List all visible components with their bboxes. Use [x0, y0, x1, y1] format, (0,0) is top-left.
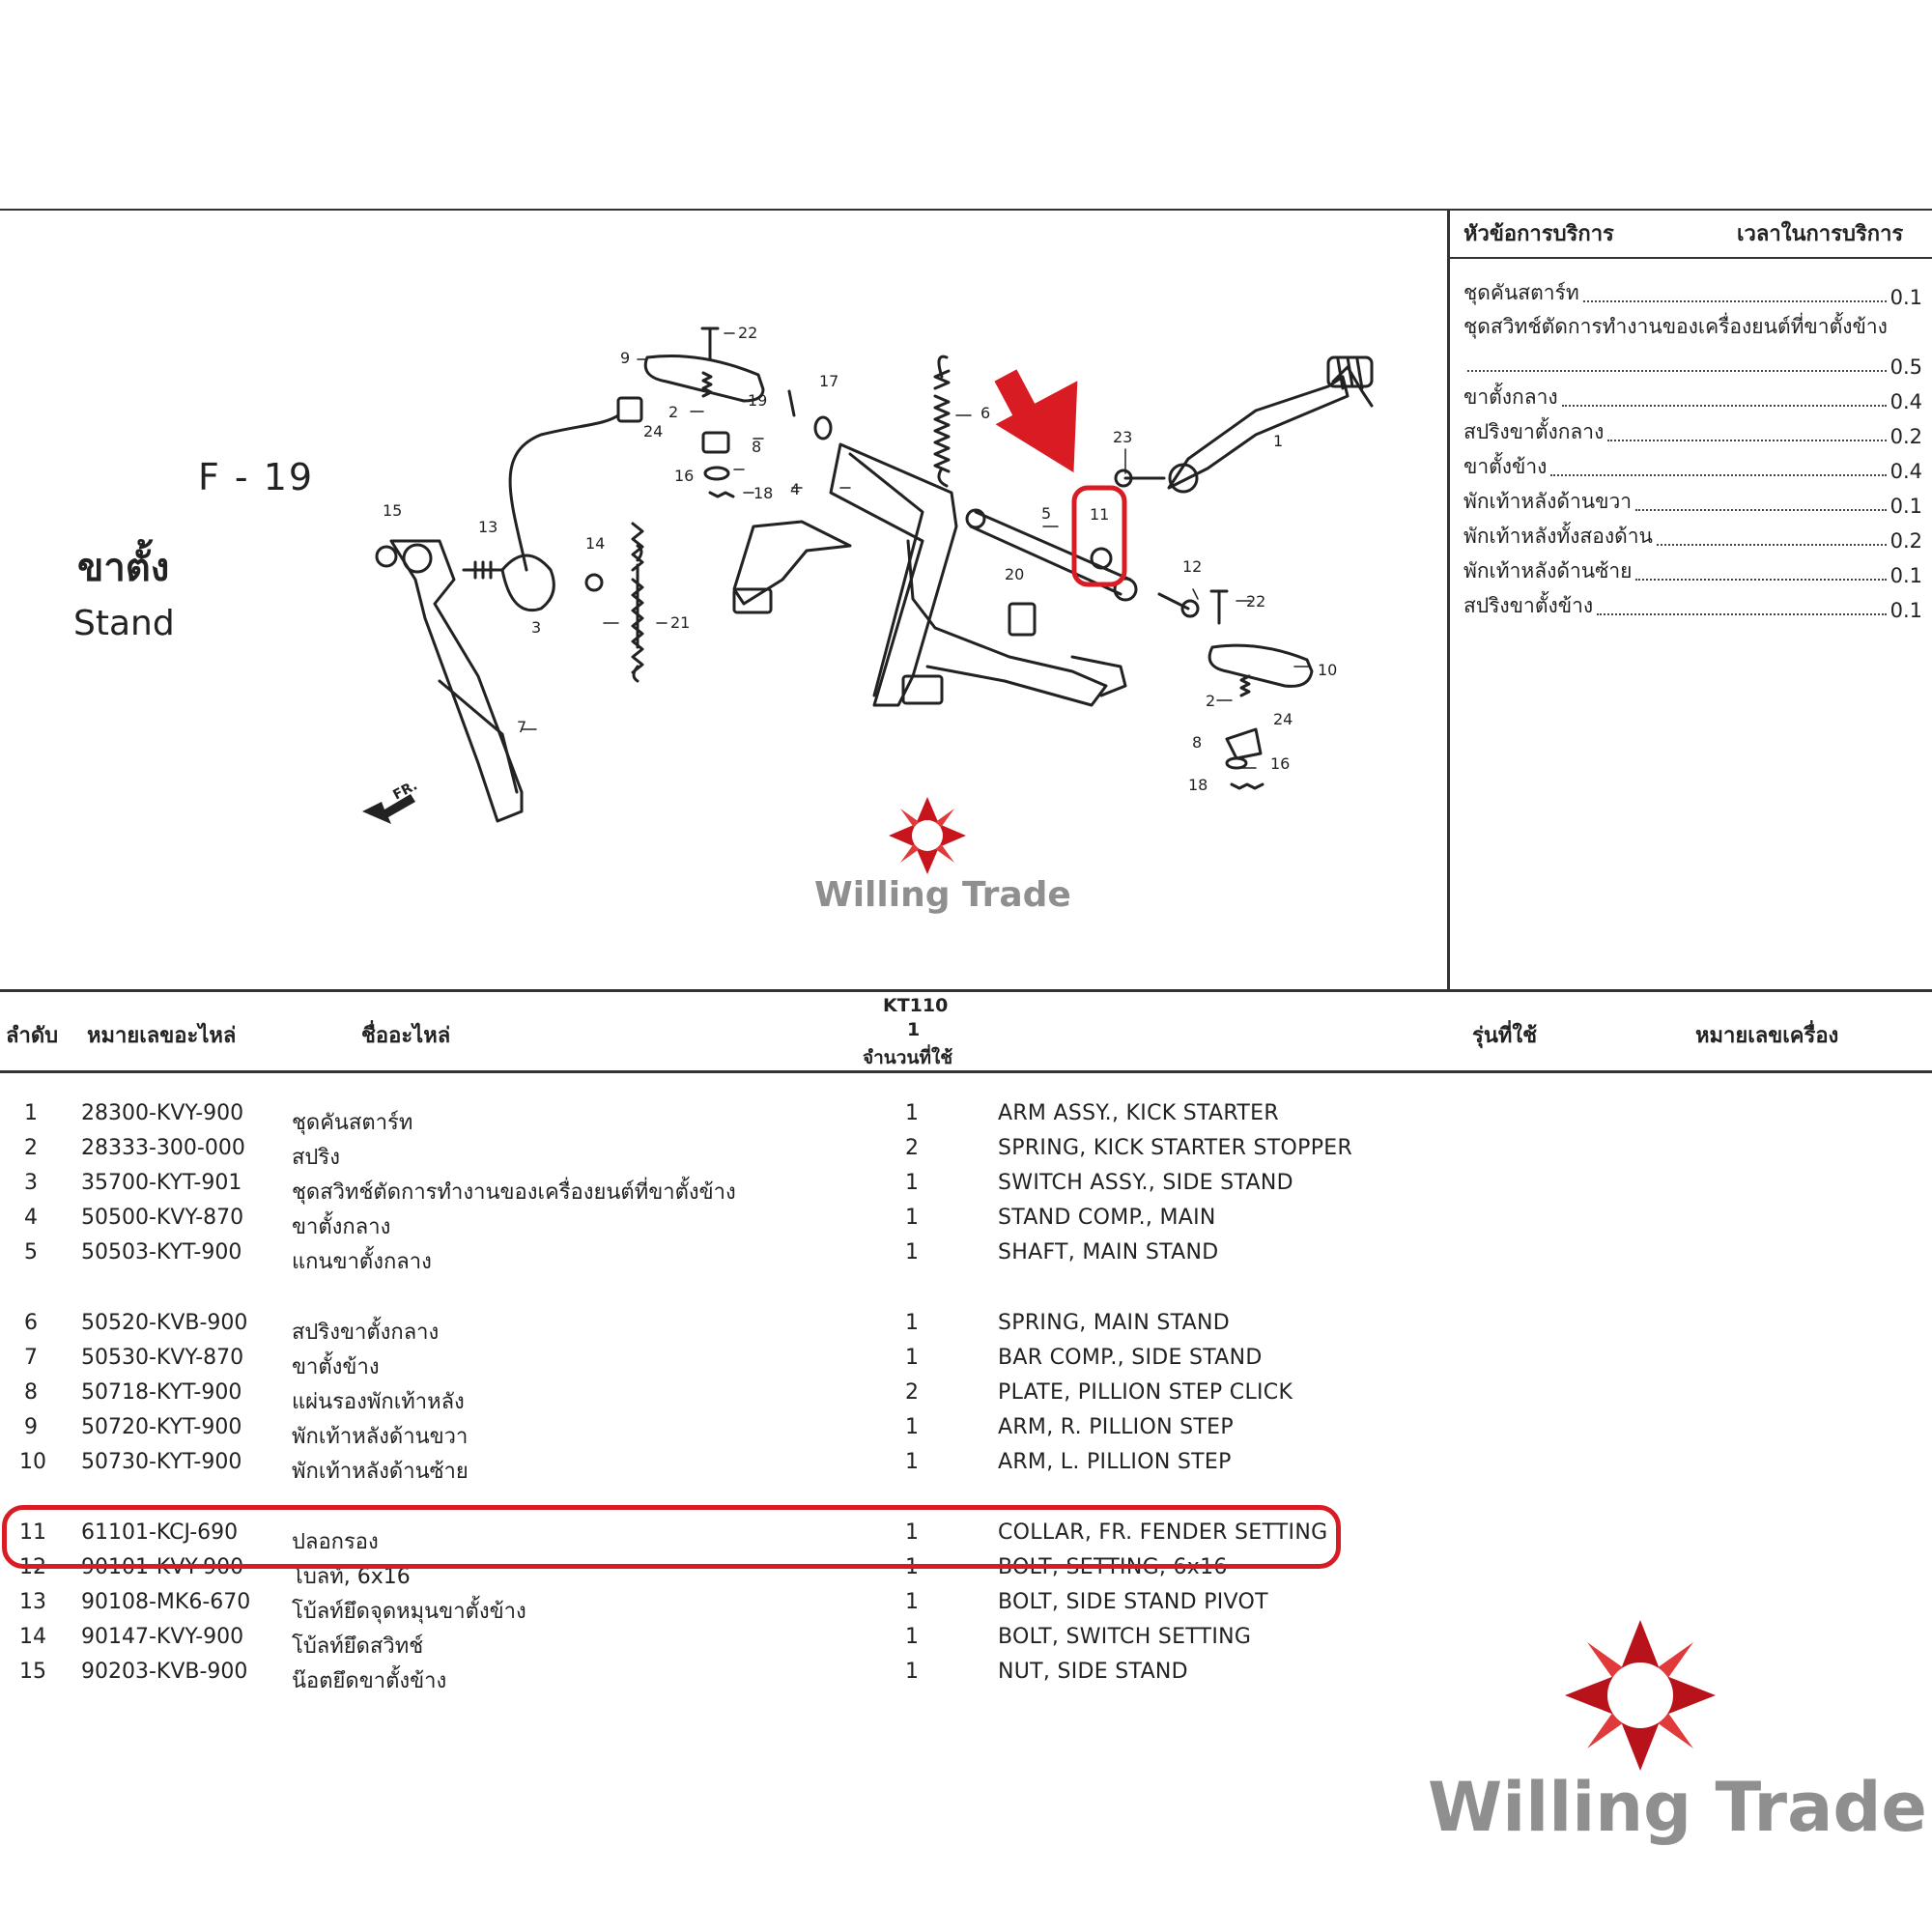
row-no: 2	[24, 1136, 38, 1160]
collar-part	[1092, 549, 1111, 568]
row-qty: 2	[905, 1136, 919, 1160]
row-no: 13	[19, 1590, 46, 1614]
figure-title-english: Stand	[73, 604, 175, 643]
service-time-header: เวลาในการบริการ	[1737, 222, 1904, 246]
row-qty: 1	[905, 1206, 919, 1230]
side-stand-pivot	[404, 545, 431, 572]
row-part-name: ชุดคันสตาร์ท	[292, 1111, 413, 1135]
service-row	[1463, 344, 1922, 379]
table-top-rule	[0, 989, 1932, 992]
callout-22: 22	[738, 324, 758, 342]
row-qty: 1	[905, 1450, 919, 1474]
row-part-no: 90203-KVB-900	[81, 1660, 248, 1684]
callout-12: 12	[1182, 557, 1203, 576]
row-part-name: พักเท้าหลังด้านขวา	[292, 1425, 469, 1449]
service-row-label: ชุดสวิทช์ตัดการทำงานของเครื่องยนต์ที่ขาตั้งข้าง	[1463, 315, 1888, 338]
table-row	[0, 1586, 1932, 1624]
row-part-no: 50718-KYT-900	[81, 1380, 242, 1405]
service-row	[1463, 553, 1922, 587]
row-qty: 1	[905, 1660, 919, 1684]
row-no: 11	[19, 1520, 46, 1545]
service-row	[1463, 518, 1922, 553]
row-qty: 1	[905, 1240, 919, 1264]
row-no: 12	[19, 1555, 46, 1579]
row-part-name: โบลท์, 6x16	[292, 1565, 411, 1589]
front-direction-label: FR.	[390, 778, 420, 804]
main-stand-part	[831, 444, 956, 705]
row-description: SHAFT, MAIN STAND	[998, 1240, 1219, 1264]
watermark-logo-small	[889, 797, 966, 874]
row-no: 3	[24, 1171, 38, 1195]
callout-10: 10	[1318, 661, 1338, 679]
row-part-name: แกนขาตั้งกลาง	[292, 1250, 432, 1274]
service-row-time: 0.4	[1889, 460, 1922, 483]
row-part-no: 61101-KCJ-690	[81, 1520, 239, 1545]
callout-24-lower: 24	[1273, 710, 1293, 728]
row-qty: 1	[905, 1311, 919, 1335]
row-part-name: โบ้ลท์ยึดสวิทช์	[292, 1634, 424, 1659]
watermark-logo-large	[1563, 1618, 1718, 1773]
service-row	[1463, 274, 1922, 309]
table-row	[0, 1202, 1932, 1239]
row-part-name: ชุดสวิทช์ตัดการทำงานของเครื่องยนต์ที่ขาตั้งข้าง	[292, 1180, 736, 1205]
service-box-divider	[1447, 209, 1450, 991]
service-row-label: ชุดคันสตาร์ท	[1463, 281, 1579, 304]
callout-9: 9	[620, 349, 631, 367]
callout-24: 24	[643, 422, 664, 440]
callout-18: 18	[753, 484, 774, 502]
row-part-no: 50720-KYT-900	[81, 1415, 242, 1439]
row-qty: 2	[905, 1380, 919, 1405]
row-description: NUT, SIDE STAND	[998, 1660, 1188, 1684]
header-part-no: หมายเลขอะไหล่	[87, 1024, 237, 1048]
callout-17: 17	[819, 372, 839, 390]
watermark-text-small: Willing Trade	[814, 875, 1071, 915]
row-no: 15	[19, 1660, 46, 1684]
service-row-time: 0.2	[1889, 529, 1922, 553]
row-qty: 1	[905, 1415, 919, 1439]
row-no: 4	[24, 1206, 38, 1230]
row-part-name: ขาตั้งกลาง	[292, 1215, 391, 1239]
service-row-time: 0.1	[1889, 495, 1922, 518]
row-part-no: 50503-KYT-900	[81, 1240, 242, 1264]
row-part-name: ขาตั้งข้าง	[292, 1355, 380, 1379]
highlight-box-part-11	[1074, 488, 1124, 584]
callout-22-lower: 22	[1246, 592, 1266, 611]
callout-16: 16	[674, 467, 695, 485]
row-description: BOLT, SIDE STAND PIVOT	[998, 1590, 1268, 1614]
row-no: 9	[24, 1415, 38, 1439]
callout-8-lower: 8	[1192, 733, 1203, 752]
table-row	[0, 1307, 1932, 1345]
row-part-name: ปลอกรอง	[292, 1530, 379, 1554]
row-no: 10	[19, 1450, 46, 1474]
service-row	[1463, 379, 1922, 413]
row-part-no: 90101-KVY-900	[81, 1555, 244, 1579]
row-description: BAR COMP., SIDE STAND	[998, 1346, 1263, 1370]
header-engine-no: หมายเลขเครื่อง	[1695, 1024, 1839, 1048]
row-no: 7	[24, 1346, 38, 1370]
table-row	[0, 1097, 1932, 1135]
service-row-label: พักเท้าหลังทั้งสองด้าน	[1463, 525, 1653, 548]
service-row-label: ขาตั้งกลาง	[1463, 385, 1558, 409]
table-row	[0, 1446, 1932, 1484]
row-no: 1	[24, 1101, 38, 1125]
row-no: 5	[24, 1240, 38, 1264]
table-row	[0, 1236, 1932, 1274]
row-description: ARM, R. PILLION STEP	[998, 1415, 1234, 1439]
row-description: SPRING, MAIN STAND	[998, 1311, 1231, 1335]
row-part-no: 90147-KVY-900	[81, 1625, 244, 1649]
header-applicable-model: รุ่นที่ใช้	[1472, 1024, 1538, 1048]
row-part-name: พักเท้าหลังด้านซ้าย	[292, 1460, 469, 1484]
row-qty: 1	[905, 1346, 919, 1370]
top-rule	[0, 209, 1932, 211]
table-header-rule	[0, 1070, 1932, 1073]
table-row	[0, 1377, 1932, 1414]
highlight-arrow	[978, 347, 1115, 495]
callout-4: 4	[790, 480, 801, 498]
callout-13: 13	[478, 518, 498, 536]
callout-16-lower: 16	[1270, 754, 1291, 773]
side-stand-switch-part	[502, 555, 554, 611]
row-part-name: สปริง	[292, 1146, 340, 1170]
row-no: 8	[24, 1380, 38, 1405]
callout-18-lower: 18	[1188, 776, 1208, 794]
service-row-time: 0.2	[1889, 425, 1922, 448]
service-row	[1463, 413, 1922, 448]
row-description: BOLT, SWITCH SETTING	[998, 1625, 1252, 1649]
callout-2: 2	[668, 403, 679, 421]
row-qty: 1	[905, 1101, 919, 1125]
service-row-label: สปริงขาตั้งข้าง	[1463, 594, 1594, 617]
row-part-no: 90108-MK6-670	[81, 1590, 251, 1614]
service-header-rule	[1449, 257, 1932, 259]
main-stand-shaft-part	[971, 512, 1130, 594]
service-row	[1463, 483, 1922, 518]
front-direction-arrow	[362, 794, 415, 824]
service-row-time: 0.1	[1889, 286, 1922, 309]
callout-2-lower: 2	[1206, 692, 1216, 710]
service-row	[1463, 448, 1922, 483]
row-qty: 1	[905, 1590, 919, 1614]
service-row-label: พักเท้าหลังด้านขวา	[1463, 490, 1633, 513]
row-description: ARM ASSY., KICK STARTER	[998, 1101, 1279, 1125]
header-model-sub: 1	[907, 1019, 921, 1040]
row-no: 6	[24, 1311, 38, 1335]
header-model: KT110	[883, 995, 949, 1016]
row-qty: 1	[905, 1171, 919, 1195]
service-row-label: ขาตั้งข้าง	[1463, 455, 1548, 478]
service-row-time: 0.5	[1889, 355, 1922, 379]
header-no: ลำดับ	[6, 1024, 59, 1048]
row-part-no: 50520-KVB-900	[81, 1311, 248, 1335]
service-row-label: พักเท้าหลังด้านซ้าย	[1463, 559, 1633, 582]
row-description: PLATE, PILLION STEP CLICK	[998, 1380, 1293, 1405]
callout-19: 19	[748, 391, 768, 410]
table-row	[0, 1342, 1932, 1377]
row-part-no: 50500-KVY-870	[81, 1206, 244, 1230]
row-description: SWITCH ASSY., SIDE STAND	[998, 1171, 1293, 1195]
row-part-no: 28333-300-000	[81, 1136, 245, 1160]
exploded-parts-diagram	[0, 213, 1444, 985]
row-qty: 1	[905, 1520, 919, 1545]
row-no: 14	[19, 1625, 46, 1649]
callout-6: 6	[980, 404, 991, 422]
service-row-time: 0.1	[1889, 599, 1922, 622]
pivot-bolt-part	[464, 562, 502, 578]
service-topic-header: หัวข้อการบริการ	[1463, 222, 1614, 246]
row-description: ARM, L. PILLION STEP	[998, 1450, 1232, 1474]
service-row-time: 0.4	[1889, 390, 1922, 413]
row-part-name: สปริงขาตั้งกลาง	[292, 1321, 440, 1345]
service-row-label: สปริงขาตั้งกลาง	[1463, 420, 1605, 443]
row-part-name: แผ่นรองพักเท้าหลัง	[292, 1390, 465, 1414]
service-row-time: 0.1	[1889, 564, 1922, 587]
row-description: COLLAR, FR. FENDER SETTING	[998, 1520, 1328, 1545]
service-row	[1463, 587, 1922, 622]
side-stand-spring-part	[633, 524, 642, 681]
row-qty: 1	[905, 1555, 919, 1579]
row-qty: 1	[905, 1625, 919, 1649]
header-part-name: ชื่ออะไหล่	[361, 1024, 451, 1048]
main-stand-spring-part	[935, 356, 949, 486]
callout-21: 21	[670, 613, 691, 632]
table-row	[0, 1167, 1932, 1205]
row-description: SPRING, KICK STARTER STOPPER	[998, 1136, 1353, 1160]
bracket-part	[1009, 604, 1035, 635]
callout-7: 7	[517, 718, 527, 736]
row-part-no: 50730-KYT-900	[81, 1450, 242, 1474]
callout-11: 11	[1090, 505, 1110, 524]
callout-14: 14	[585, 534, 606, 553]
row-part-no: 50530-KVY-870	[81, 1346, 244, 1370]
callout-1: 1	[1273, 432, 1284, 450]
highlight-row-11	[2, 1505, 1341, 1569]
row-description: BOLT, SETTING, 6x16	[998, 1555, 1228, 1579]
switch-bolt-part	[586, 575, 602, 590]
table-row	[0, 1411, 1932, 1449]
table-row	[0, 1132, 1932, 1170]
callout-23: 23	[1113, 428, 1133, 446]
row-part-no: 28300-KVY-900	[81, 1101, 244, 1125]
header-qty: จำนวนที่ใช้	[863, 1047, 953, 1068]
row-description: STAND COMP., MAIN	[998, 1206, 1216, 1230]
row-part-name: โบ้ลท์ยึดจุดหมุนขาตั้งข้าง	[292, 1600, 526, 1624]
callout-15: 15	[383, 501, 403, 520]
watermark-text-large: Willing Trade	[1428, 1768, 1927, 1847]
callout-8: 8	[752, 438, 762, 456]
row-part-name: น๊อตยึดขาตั้งข้าง	[292, 1669, 447, 1693]
callout-3: 3	[531, 618, 542, 637]
callout-5: 5	[1041, 504, 1052, 523]
figure-title-thai: ขาตั้ง	[77, 546, 170, 590]
callout-20: 20	[1005, 565, 1025, 583]
row-part-no: 35700-KYT-901	[81, 1171, 242, 1195]
figure-code: F - 19	[198, 456, 315, 498]
